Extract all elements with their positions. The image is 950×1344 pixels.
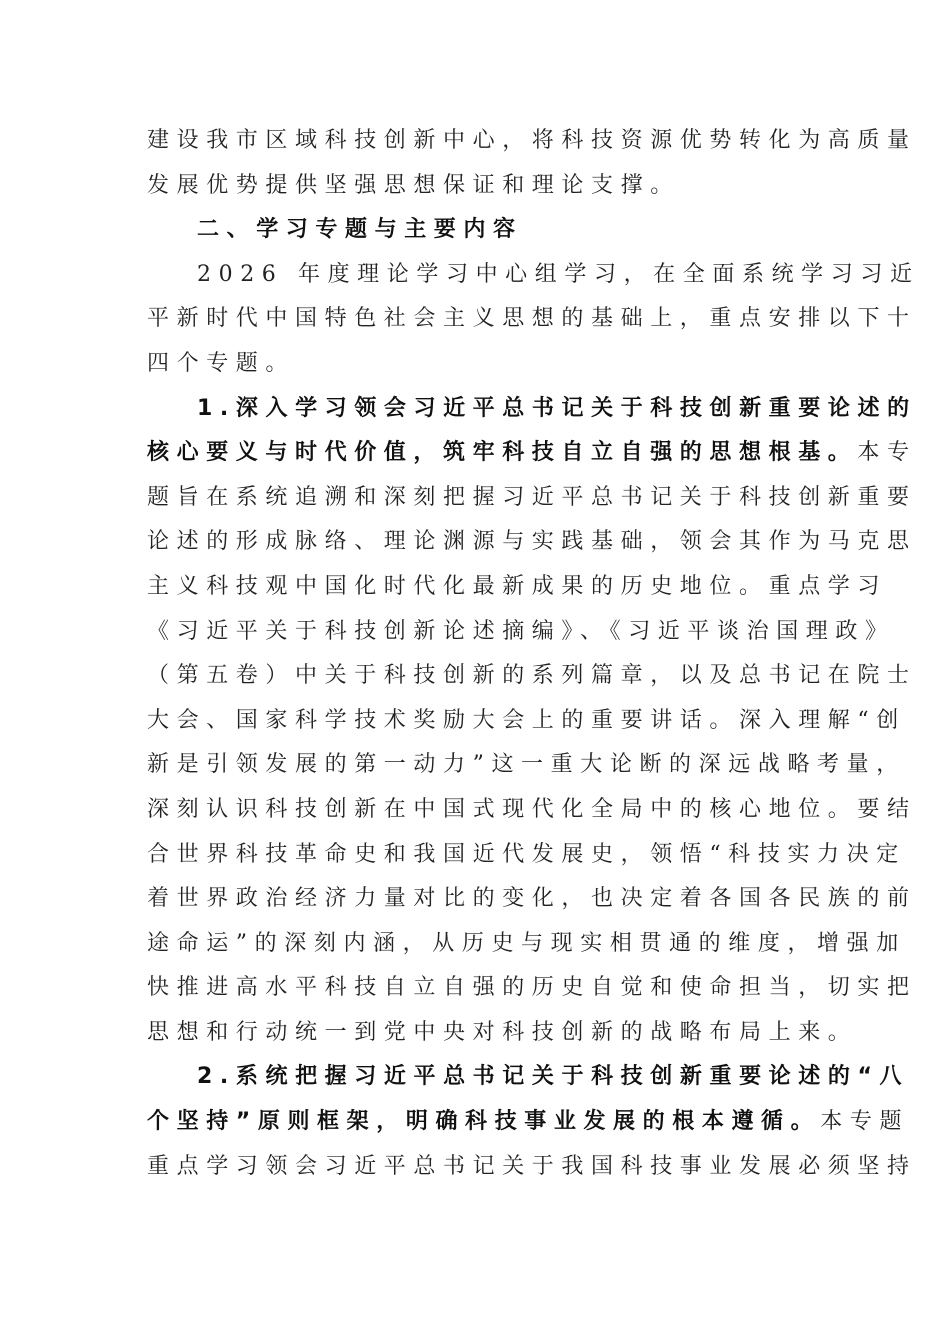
- bold-heading-text: 二、学习专题与主要内容: [197, 217, 523, 243]
- text-line: [147, 1100, 910, 1145]
- body-text: 本专: [857, 440, 917, 466]
- text-line: [147, 1055, 910, 1100]
- body-text: 思想和行动统一到党中央对科技创新的战略布局上来。: [147, 1019, 858, 1045]
- bold-heading-text: 1.深入学习领会习近平总书记关于科技创新重要论述的: [197, 395, 917, 421]
- text-line: [147, 1011, 858, 1056]
- text-line: [147, 966, 917, 1011]
- text-line: [147, 520, 917, 565]
- body-text: 着世界政治经济力量对比的变化，也决定着各国各民族的前: [147, 886, 917, 912]
- text-line: [147, 387, 917, 432]
- bold-heading-text: 2.系统把握习近平总书记关于科技创新重要论述的“八: [197, 1064, 910, 1090]
- body-text: 大会、国家科学技术奖励大会上的重要讲话。深入理解“创: [147, 707, 906, 733]
- body-text: 快推进高水平科技自立自强的历史自觉和使命担当，切实把: [147, 975, 917, 1001]
- body-text: 途命运”的深刻内涵，从历史与现实相贯通的维度，增强加: [147, 930, 906, 956]
- body-text: 《习近平关于科技创新论述摘编》、《习近平谈治国理政》: [147, 618, 895, 644]
- body-text: 2026 年度理论学习中心组学习，在全面系统学习习近: [197, 261, 920, 287]
- text-line: [147, 1145, 917, 1190]
- body-text: 四个专题。: [147, 350, 296, 376]
- text-line: [147, 208, 806, 253]
- body-text: 本专题: [820, 1109, 910, 1135]
- text-line: [147, 119, 917, 164]
- bold-heading-text: 个坚持”原则框架，明确科技事业发展的根本遵循。: [147, 1109, 821, 1135]
- text-line: [147, 342, 806, 387]
- text-line: [147, 565, 888, 610]
- text-line: [147, 164, 806, 209]
- body-text: 建设我市区域科技创新中心，将科技资源优势转化为高质量: [147, 128, 917, 153]
- document-body: [147, 119, 920, 1189]
- text-line: [147, 788, 917, 833]
- body-text: 发展优势提供坚强思想保证和理论支撑。: [147, 172, 680, 198]
- text-line: [147, 699, 906, 744]
- body-text: 题旨在系统追溯和深刻把握习近平总书记关于科技创新重要: [147, 484, 917, 510]
- text-line: [147, 654, 917, 699]
- text-line: [147, 877, 917, 922]
- body-text: 重点学习领会习近平总书记关于我国科技事业发展必须坚持: [147, 1153, 917, 1179]
- body-text: 新是引领发展的第一动力”这一重大论断的深远战略考量，: [147, 752, 906, 778]
- body-text: 深刻认识科技创新在中国式现代化全局中的核心地位。要结: [147, 796, 917, 822]
- body-text: 主义科技观中国化时代化最新成果的历史地位。重点学习: [147, 573, 888, 599]
- body-text: 论述的形成脉络、理论渊源与实践基础，领会其作为马克思: [147, 529, 917, 555]
- body-text: 合世界科技革命史和我国近代发展史，领悟“科技实力决定: [147, 841, 906, 867]
- body-text: 平新时代中国特色社会主义思想的基础上，重点安排以下十: [147, 306, 917, 332]
- text-line: [147, 743, 906, 788]
- bold-heading-text: 核心要义与时代价值，筑牢科技自立自强的思想根基。: [147, 440, 858, 466]
- text-line: [147, 297, 917, 342]
- body-text: （第五卷）中关于科技创新的系列篇章，以及总书记在院士: [147, 663, 917, 689]
- text-line: [147, 431, 917, 476]
- text-line: [147, 833, 906, 878]
- text-line: [147, 610, 895, 655]
- text-line: [147, 922, 906, 967]
- text-line: [147, 253, 920, 298]
- text-line: [147, 476, 917, 521]
